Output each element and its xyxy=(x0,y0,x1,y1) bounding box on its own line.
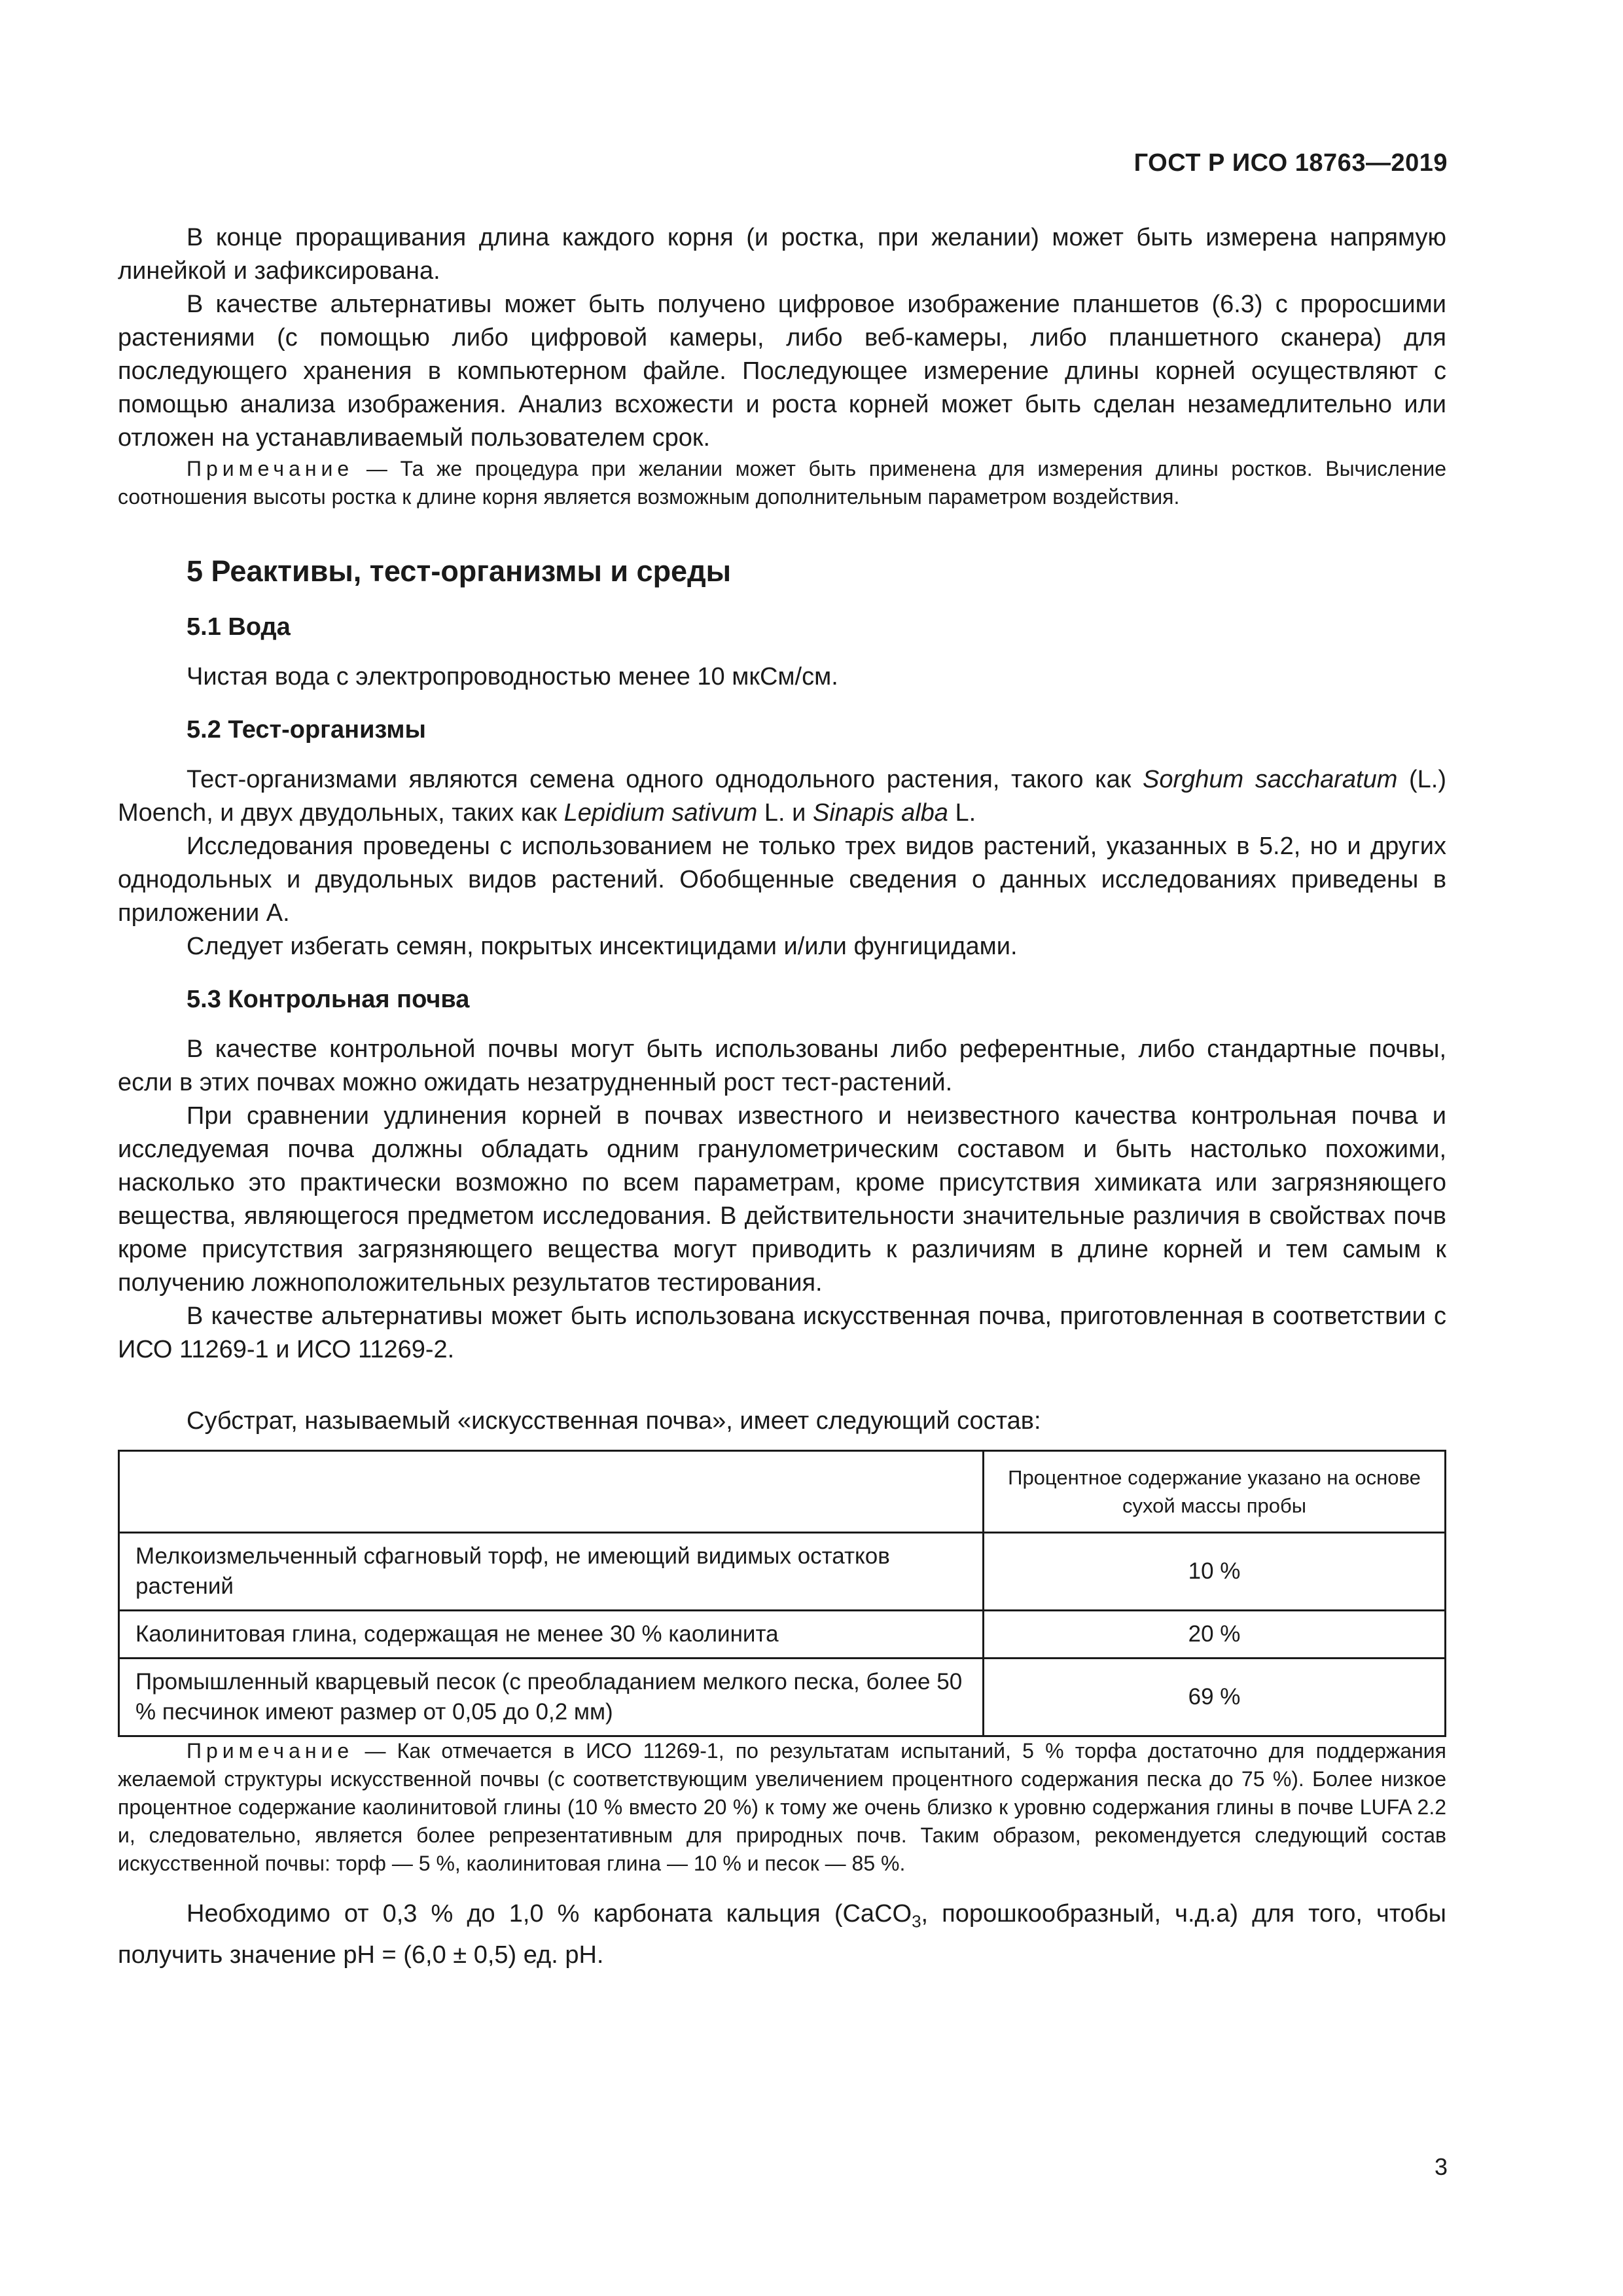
species-name: Sinapis alba xyxy=(812,799,948,827)
intro-paragraph-2: В качестве альтернативы может быть получено цифровое изображение планшетов (6.3) с проросшими растениями (с помощью либо цифровой камеры, либо веб-камеры, либо планшетного сканера) для последующего хранения в компьютерном файле. Последующее измерение длины корней осуществляют с помощью анализа изображения. Анализ всхожести и роста корней может быть сделан незамедлительно или отложен на устанавливаемый пользователем срок. xyxy=(118,291,1446,452)
text-run: L. xyxy=(948,799,976,827)
note-text: — Как отмечается в ИСО 11269-1, по результатам испытаний, 5 % торфа достаточно для поддержания желаемой структуры искусственной почвы (с соответствующим увеличением процентного содержания песка до 75 %). Более низкое процентное содержание каолинитовой глины (10 % вместо 20 %) к тому же очень близко к уровню содержания глины в почве LUFA 2.2 и, следовательно, является более репрезентативным для природных почв. Таким образом, рекомендуется следующий состав искусственной почвы: торф — 5 %, каолинитовая глина — 10 % и песок — 85 %. xyxy=(118,1739,1446,1875)
document-body xyxy=(118,221,1446,1972)
section-5-3-paragraph-1: В качестве контрольной почвы могут быть использованы либо референтные, либо стандартные почвы, если в этих почвах можно ожидать незатрудненный рост тест-растений. xyxy=(118,1035,1446,1096)
intro-paragraph-1: В конце проращивания длина каждого корня (и ростка, при желании) может быть измерена напрямую линейкой и зафиксирована. xyxy=(118,224,1446,285)
percent-cell: 20 % xyxy=(984,1611,1446,1659)
section-5-2-paragraph-2: Исследования проведены с использованием не только трех видов растений, указанных в 5.2, но и других однодольных и двудольных видов растений. Обобщенные сведения о данных исследованиях приведены в приложении А. xyxy=(118,833,1446,927)
artificial-soil-table xyxy=(118,1450,1446,1737)
section-5-title: 5 Реактивы, тест-организмы и среды xyxy=(187,554,732,588)
text-run: , порошкообразный, ч.д.а) для того, чтобы получить значение pH = (6,0 ± 0,5) ед. pH. xyxy=(118,1900,1446,1969)
table-intro: Субстрат, называемый «искусственная почва», имеет следующий состав: xyxy=(187,1407,1041,1435)
section-5-1-title: 5.1 Вода xyxy=(187,613,291,641)
percent-cell: 10 % xyxy=(984,1533,1446,1611)
text-run: Тест-организмами являются семена одного однодольного растения, такого как xyxy=(187,766,1143,793)
note-label: Примечание xyxy=(187,457,354,480)
section-5-3-paragraph-2: При сравнении удлинения корней в почвах известного и неизвестного качества контрольная почва и исследуемая почва должны обладать одним гранулометрическим составом и быть настолько похожими, насколько это практически возможно по всем параметрам, кроме присутствия химиката или загрязняющего вещества, являющегося предметом исследования. В действительности значительные различия в свойствах почв кроме присутствия загрязняющего вещества могут приводить к различиям в длине корней и тем самым к получению ложноположительных результатов тестирования. xyxy=(118,1102,1446,1297)
table-note xyxy=(118,1737,1446,1878)
table-header-row xyxy=(119,1451,1446,1533)
text-run: Необходимо от 0,3 % до 1,0 % карбоната кальция (CaCO xyxy=(187,1900,912,1928)
section-5-2-paragraph-1 xyxy=(118,763,1446,830)
note-text: — Та же процедура при желании может быть применена для измерения длины ростков. Вычисление соотношения высоты ростка к длине корня является возможным дополнительным параметром воздействия. xyxy=(118,457,1446,509)
table-header-cell xyxy=(119,1451,984,1533)
text-run: (L.) Moench, и двух двудольных, таких как xyxy=(118,766,1446,827)
component-cell: Мелкоизмельченный сфагновый торф, не имеющий видимых остатков растений xyxy=(119,1533,984,1611)
component-cell: Промышленный кварцевый песок (с преобладанием мелкого песка, более 50 % песчинок имеют размер от 0,05 до 0,2 мм) xyxy=(119,1659,984,1736)
section-5-3-title: 5.3 Контрольная почва xyxy=(187,986,470,1013)
text-run: L. и xyxy=(757,799,813,827)
section-5-2-title: 5.2 Тест-организмы xyxy=(187,716,426,744)
table-row xyxy=(119,1659,1446,1736)
table-header-cell: Процентное содержание указано на основе сухой массы пробы xyxy=(984,1451,1446,1533)
calcium-carbonate-paragraph xyxy=(118,1897,1446,1972)
component-cell: Каолинитовая глина, содержащая не менее 30 % каолинита xyxy=(119,1611,984,1659)
table-row xyxy=(119,1611,1446,1659)
species-name: Sorghum saccharatum xyxy=(1143,766,1398,793)
table-row xyxy=(119,1533,1446,1611)
section-5-3-paragraph-3: В качестве альтернативы может быть использована искусственная почва, приготовленная в соответствии с ИСО 11269-1 и ИСО 11269-2. xyxy=(118,1302,1446,1363)
section-5-2-paragraph-3: Следует избегать семян, покрытых инсектицидами и/или фунгицидами. xyxy=(187,933,1018,960)
document-id-header: ГОСТ Р ИСО 18763—2019 xyxy=(1133,149,1448,177)
section-5-1-paragraph: Чистая вода с электропроводностью менее 10 мкСм/см. xyxy=(187,663,838,691)
page-number: 3 xyxy=(1434,2153,1448,2180)
subscript: 3 xyxy=(912,1911,921,1931)
species-name: Lepidium sativum xyxy=(563,799,758,827)
intro-note xyxy=(118,455,1446,511)
percent-cell: 69 % xyxy=(984,1659,1446,1736)
note-label: Примечание xyxy=(187,1739,354,1763)
